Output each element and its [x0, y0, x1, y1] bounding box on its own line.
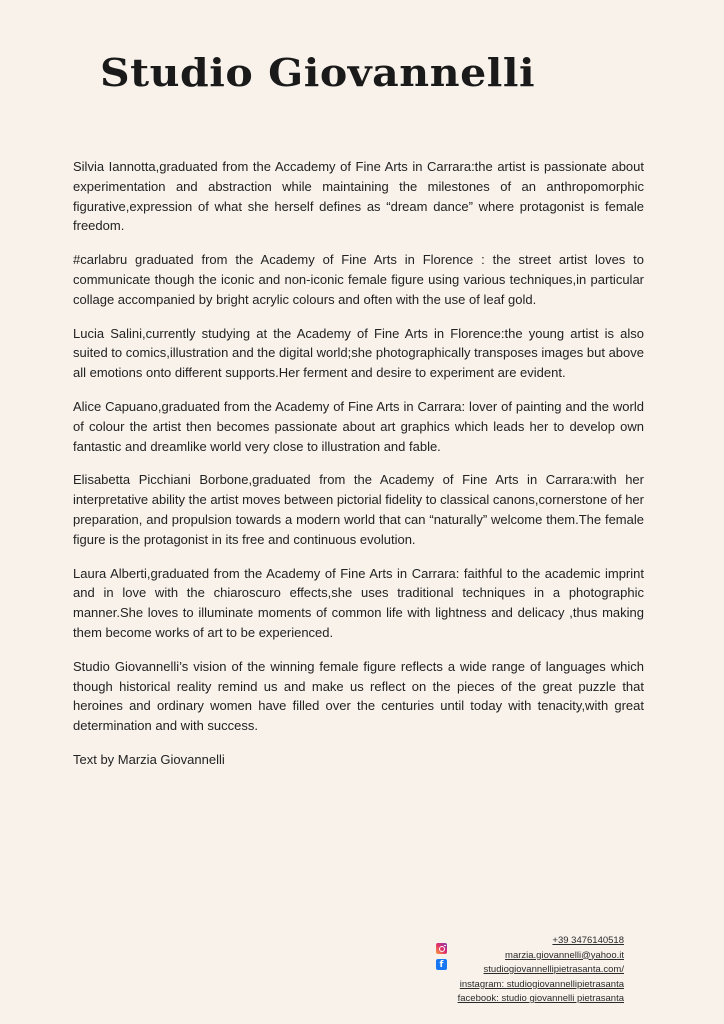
paragraph-studio-vision: Studio Giovannelli’s vision of the winning female figure reflects a wide range of languages which though historical reality remind us and make us reflect on the pieces of the great puzzle that heroines and ordinary women have filled over the centuries until today with tenacity,with great determination and with success.	[73, 658, 644, 734]
paragraph-elisabetta-picchiani-borbone: Elisabetta Picchiani Borbone,graduated from the Academy of Fine Arts in Carrara:with her interpretative ability the artist moves between pictorial fidelity to classical canons,cornerstone of her preparation, and propulsion towards a modern world that can “naturally” welcome them.The female figure is the protagonist in its free and continuous evolution.	[73, 472, 644, 547]
facebook-link[interactable]: facebook: studio giovannelli pietrasanta	[457, 993, 624, 1004]
paragraph-silvia-iannotta: Silvia Iannotta,graduated from the Accademy of Fine Arts in Carrara:the artist is passionate about experimentation and abstraction while maintaining the milestones of an anthropomorphic figurative,expression of what she herself defines as “dream dance” where protagonist is female freedom.	[73, 159, 644, 234]
paragraph-laura-alberti: Laura Alberti,graduated from the Academy of Fine Arts in Carrara: faithful to the academic imprint and in love with the chiaroscuro effects,she uses traditional techniques in a photographic manner.She loves to illuminate moments of common life with lightness and delicacy ,thus making them become works of art to be experienced.	[73, 565, 644, 640]
page-title: Studio Giovannelli	[100, 50, 536, 95]
email-link[interactable]: marzia.giovannelli@yahoo.it	[505, 949, 624, 961]
article-body	[73, 157, 644, 784]
text-credit: Text by Marzia Giovannelli	[73, 751, 225, 767]
phone-link[interactable]: +39 3476140518	[552, 935, 624, 946]
contact-block	[384, 934, 624, 1007]
facebook-icon[interactable]: f	[436, 959, 447, 970]
paragraph-lucia-salini: Lucia Salini,currently studying at the Academy of Fine Arts in Florence:the young artist is also suited to comics,illustration and the digital world;she photographically transposes images but above all emotions onto different supports.Her ferment and desire to experiment are evident.	[73, 325, 644, 381]
instagram-link[interactable]: instagram: studiogiovannellipietrasanta	[459, 978, 624, 990]
paragraph-alice-capuano: Alice Capuano,graduated from the Academy of Fine Arts in Carrara: lover of painting and the world of colour the artist then becomes passionate about art graphics which leads her to develop own fantastic and dreamlike world very close to illustration and fable.	[73, 398, 644, 454]
website-link[interactable]: studiogiovannellipietrasanta.com/	[483, 964, 624, 975]
paragraph-carlabru: #carlabru graduated from the Academy of Fine Arts in Florence : the street artist loves to communicate though the iconic and non-iconic female figure using various techniques,in particular collage accompanied by bright acrylic colours and often with the use of leaf gold.	[73, 252, 644, 307]
